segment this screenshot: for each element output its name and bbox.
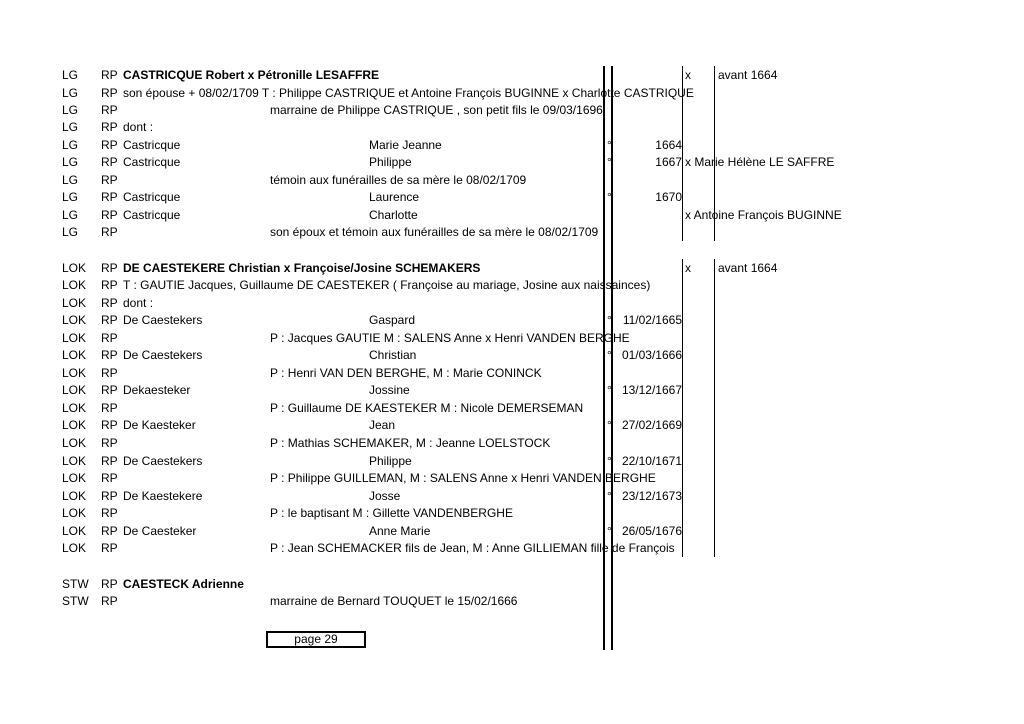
given-name: Marie Jeanne — [369, 138, 442, 152]
birth-date: 01/03/1666 — [621, 348, 682, 362]
record-name: dont : — [123, 296, 154, 310]
record-code: LOK — [62, 489, 87, 503]
record-code: LG — [62, 173, 79, 187]
record-name: CASTRICQUE Robert x Pétronille LESAFFRE — [123, 68, 380, 82]
record-name: Castricque — [123, 155, 181, 169]
record-code: LOK — [62, 401, 87, 415]
record-name: DE CAESTEKERE Christian x Françoise/Josine SCHEMAKERS — [123, 261, 481, 275]
record-code: STW — [62, 577, 89, 591]
birth-marker: ° — [607, 348, 612, 362]
table-row — [0, 223, 1024, 241]
birth-date: 1670 — [655, 190, 682, 204]
table-row — [0, 469, 1024, 487]
record-type: RP — [101, 296, 118, 310]
marriage-info: x Antoine François BUGINNE — [685, 208, 842, 222]
table-row — [0, 276, 1024, 294]
record-note: marraine de Philippe CASTRIQUE , son petit fils le 09/03/1696 — [270, 103, 603, 117]
table-row — [0, 171, 1024, 189]
record-type: RP — [101, 331, 118, 345]
record-type: RP — [101, 366, 118, 380]
birth-date: 1664 — [655, 138, 682, 152]
table-row — [0, 539, 1024, 557]
record-type: RP — [101, 190, 118, 204]
record-type: RP — [101, 506, 118, 520]
record-code: LOK — [62, 366, 87, 380]
given-name: Laurence — [369, 190, 420, 204]
record-type: RP — [101, 454, 118, 468]
table-row — [0, 364, 1024, 382]
marriage-date: avant 1664 — [718, 68, 778, 82]
record-name: De Caestekers — [123, 348, 203, 362]
record-code: LOK — [62, 541, 87, 555]
table-row — [0, 84, 1024, 102]
record-type: RP — [101, 436, 118, 450]
record-type: RP — [101, 68, 118, 82]
marriage-info: x — [685, 68, 691, 82]
table-row — [0, 452, 1024, 470]
table-row — [0, 329, 1024, 347]
record-code: LG — [62, 86, 79, 100]
birth-marker: ° — [607, 454, 612, 468]
record-name: son épouse + 08/02/1709 T : Philippe CASTRIQUE et Antoine François BUGINNE x Charlotte CASTRIQUE — [123, 86, 694, 100]
table-row — [0, 118, 1024, 136]
table-row — [0, 153, 1024, 171]
record-code: LOK — [62, 454, 87, 468]
record-name: De Caesteker — [123, 524, 197, 538]
record-note: P : Henri VAN DEN BERGHE, M : Marie CONINCK — [270, 366, 542, 380]
record-code: LOK — [62, 348, 87, 362]
table-row — [0, 346, 1024, 364]
table-row — [0, 101, 1024, 119]
given-name: Gaspard — [369, 313, 416, 327]
table-row — [0, 504, 1024, 522]
record-note: P : Guillaume DE KAESTEKER M : Nicole DEMERSEMAN — [270, 401, 584, 415]
record-code: LOK — [62, 261, 87, 275]
record-type: RP — [101, 86, 118, 100]
record-type: RP — [101, 541, 118, 555]
record-code: LOK — [62, 383, 87, 397]
record-code: LG — [62, 103, 79, 117]
birth-date: 26/05/1676 — [621, 524, 682, 538]
record-code: LG — [62, 68, 79, 82]
record-name: dont : — [123, 120, 154, 134]
birth-date: 13/12/1667 — [621, 383, 682, 397]
birth-marker: ° — [607, 489, 612, 503]
record-type: RP — [101, 208, 118, 222]
birth-date: 1667 — [655, 155, 682, 169]
record-name: T : GAUTIE Jacques, Guillaume DE CAESTEKER ( Françoise au mariage, Josine aux naissainces) — [123, 278, 651, 292]
record-name: De Kaestekere — [123, 489, 203, 503]
table-row — [0, 592, 1024, 610]
record-type: RP — [101, 261, 118, 275]
record-code: LOK — [62, 278, 87, 292]
record-code: LG — [62, 208, 79, 222]
record-name: De Kaesteker — [123, 418, 196, 432]
birth-marker: ° — [607, 383, 612, 397]
given-name: Josse — [369, 489, 401, 503]
record-name: De Caestekers — [123, 454, 203, 468]
table-row — [0, 399, 1024, 417]
marriage-info: x — [685, 261, 691, 275]
birth-marker: ° — [607, 418, 612, 432]
record-note: P : Mathias SCHEMAKER, M : Jeanne LOELSTOCK — [270, 436, 551, 450]
record-code: LG — [62, 155, 79, 169]
record-code: LOK — [62, 471, 87, 485]
given-name: Jean — [369, 418, 396, 432]
record-type: RP — [101, 278, 118, 292]
marriage-date: avant 1664 — [718, 261, 778, 275]
record-code: LG — [62, 120, 79, 134]
record-note: son époux et témoin aux funérailles de sa mère le 08/02/1709 — [270, 225, 599, 239]
record-name: Dekaesteker — [123, 383, 191, 397]
record-name: Castricque — [123, 138, 181, 152]
record-type: RP — [101, 348, 118, 362]
table-row — [0, 294, 1024, 312]
given-name: Philippe — [369, 454, 412, 468]
record-type: RP — [101, 594, 118, 608]
table-row — [0, 381, 1024, 399]
birth-date: 23/12/1673 — [621, 489, 682, 503]
table-row — [0, 487, 1024, 505]
table-row — [0, 66, 1024, 84]
given-name: Jossine — [369, 383, 410, 397]
birth-marker: ° — [607, 190, 612, 204]
birth-date: 11/02/1665 — [622, 313, 682, 327]
record-note: marraine de Bernard TOUQUET le 15/02/1666 — [270, 594, 518, 608]
given-name: Philippe — [369, 155, 412, 169]
record-type: RP — [101, 524, 118, 538]
table-row — [0, 416, 1024, 434]
record-type: RP — [101, 471, 118, 485]
birth-marker: ° — [607, 138, 612, 152]
record-code: LOK — [62, 296, 87, 310]
record-type: RP — [101, 577, 118, 591]
given-name: Christian — [369, 348, 417, 362]
table-row — [0, 136, 1024, 154]
record-type: RP — [101, 225, 118, 239]
record-code: LOK — [62, 331, 87, 345]
record-type: RP — [101, 313, 118, 327]
table-row — [0, 575, 1024, 593]
record-type: RP — [101, 138, 118, 152]
record-note: P : Philippe GUILLEMAN, M : SALENS Anne x Henri VANDEN BERGHE — [270, 471, 656, 485]
record-code: LOK — [62, 313, 87, 327]
record-type: RP — [101, 103, 118, 117]
record-name: Castricque — [123, 190, 181, 204]
record-note: P : Jean SCHEMACKER fils de Jean, M : Anne GILLIEMAN fille de François — [270, 541, 675, 555]
birth-marker: ° — [607, 155, 612, 169]
record-name: De Caestekers — [123, 313, 203, 327]
table-row — [0, 206, 1024, 224]
page-number-label: page 29 — [294, 632, 338, 646]
marriage-info: x Marie Hélène LE SAFFRE — [685, 155, 835, 169]
record-type: RP — [101, 489, 118, 503]
birth-date: 22/10/1671 — [621, 454, 682, 468]
table-row — [0, 259, 1024, 277]
record-code: LOK — [62, 418, 87, 432]
table-row — [0, 434, 1024, 452]
record-code: LG — [62, 138, 79, 152]
record-type: RP — [101, 401, 118, 415]
record-code: LG — [62, 225, 79, 239]
given-name: Anne Marie — [369, 524, 431, 538]
record-code: LOK — [62, 506, 87, 520]
birth-marker: ° — [607, 313, 612, 327]
table-row — [0, 522, 1024, 540]
birth-date: 27/02/1669 — [621, 418, 682, 432]
table-row — [0, 188, 1024, 206]
record-code: LOK — [62, 524, 87, 538]
record-type: RP — [101, 173, 118, 187]
record-note: P : Jacques GAUTIE M : SALENS Anne x Henri VANDEN BERGHE — [270, 331, 630, 345]
record-code: LG — [62, 190, 79, 204]
record-type: RP — [101, 155, 118, 169]
record-type: RP — [101, 120, 118, 134]
record-note: témoin aux funérailles de sa mère le 08/02/1709 — [270, 173, 527, 187]
table-row — [0, 311, 1024, 329]
page-number-box — [266, 631, 366, 648]
birth-marker: ° — [607, 524, 612, 538]
record-note: P : le baptisant M : Gillette VANDENBERGHE — [270, 506, 513, 520]
record-type: RP — [101, 383, 118, 397]
record-code: STW — [62, 594, 89, 608]
record-name: Castricque — [123, 208, 181, 222]
given-name: Charlotte — [369, 208, 418, 222]
record-type: RP — [101, 418, 118, 432]
record-code: LOK — [62, 436, 87, 450]
record-name: CAESTECK Adrienne — [123, 577, 244, 591]
